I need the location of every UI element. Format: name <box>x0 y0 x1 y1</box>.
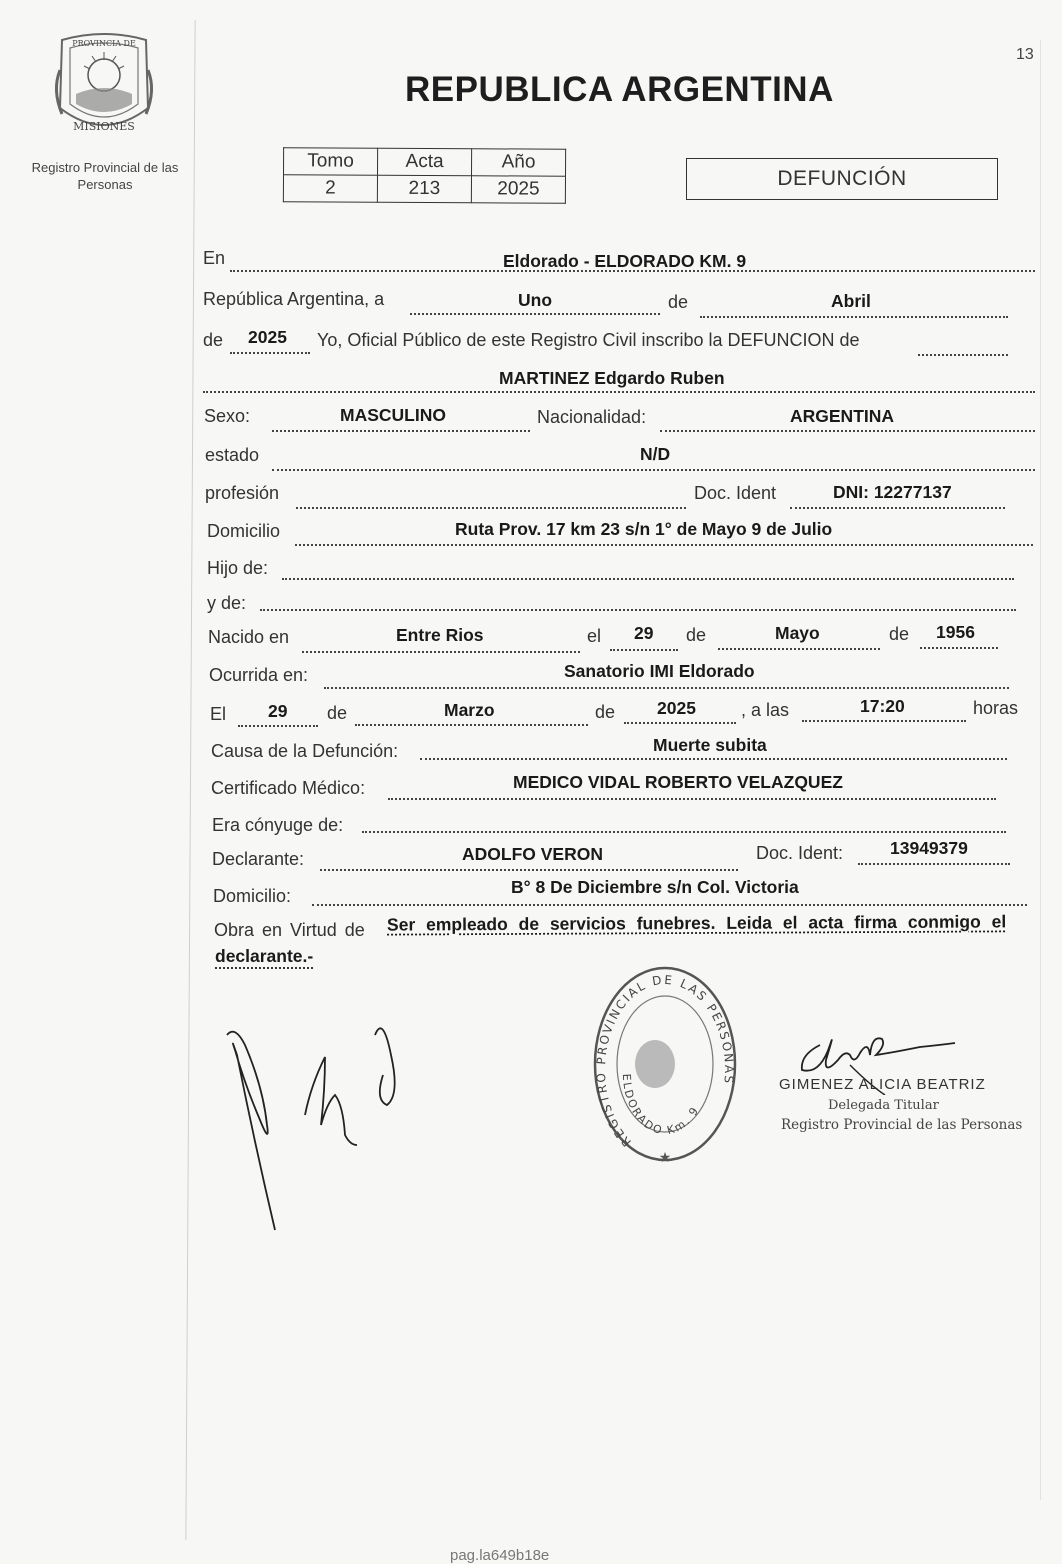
place-value: Eldorado - ELDORADO KM. 9 <box>503 251 747 271</box>
sexo-line <box>272 430 530 432</box>
deceased-name: MARTINEZ Edgardo Ruben <box>499 368 725 388</box>
doc-ident2-label: Doc. Ident: <box>756 843 844 863</box>
death-de-label: de <box>327 703 348 723</box>
birth-de2-label: de <box>889 624 910 644</box>
causa-label: Causa de la Defunción: <box>211 741 399 761</box>
hijo-line <box>282 578 1014 580</box>
death-day-line <box>238 725 318 727</box>
declarante-domicilio-line <box>312 904 1027 906</box>
death-month-value: Marzo <box>444 700 495 720</box>
misiones-coat-of-arms-seal <box>48 30 160 142</box>
hijo-label: Hijo de: <box>207 558 269 578</box>
birth-de-label: de <box>686 625 707 645</box>
yde-label: y de: <box>207 593 247 613</box>
ocurrida-line <box>324 687 1009 689</box>
doc-ident-label: Doc. Ident <box>694 483 777 503</box>
estado-label: estado <box>205 445 260 465</box>
birth-year-value: 1956 <box>936 622 975 642</box>
ocurrida-value: Sanatorio IMI Eldorado <box>564 661 755 681</box>
declarante-label: Declarante: <box>212 849 305 869</box>
declarant-signature <box>215 995 415 1235</box>
republica-label: República Argentina, a <box>203 289 385 309</box>
record-type-box: DEFUNCIÓN <box>686 158 998 200</box>
name-line <box>203 391 1035 393</box>
month-line <box>700 316 1008 318</box>
en-label: En <box>203 248 226 268</box>
domicilio-value: Ruta Prov. 17 km 23 s/n 1° de Mayo 9 de Julio <box>455 519 833 539</box>
domicilio2-label: Domicilio: <box>213 886 292 906</box>
death-time-value: 17:20 <box>860 696 905 716</box>
nacido-label: Nacido en <box>208 627 290 647</box>
declarante-doc-value: 13949379 <box>890 838 968 858</box>
month-value: Abril <box>831 291 871 311</box>
domicilio-line <box>295 544 1033 546</box>
domicilio-label: Domicilio <box>207 521 281 541</box>
declarante-line <box>320 869 738 871</box>
svg-text:★: ★ <box>658 1149 672 1165</box>
tomo-label: Tomo <box>284 148 378 175</box>
official-name: GIMENEZ ALICIA BEATRIZ <box>779 1076 986 1093</box>
estado-value: N/D <box>640 444 671 464</box>
nacionalidad-line <box>660 430 1035 432</box>
doc-ident-line <box>790 507 1005 509</box>
anio-label: Año <box>471 149 565 176</box>
stamp-inner-text: ELDORADO Km. 9 <box>619 1073 703 1138</box>
day-line <box>410 313 660 315</box>
official-registry: Registro Provincial de las Personas <box>781 1117 1023 1133</box>
conyuge-line <box>362 831 1006 833</box>
stamp-ring-text: REGISTRO PROVINCIAL DE LAS PERSONAS <box>593 972 737 1150</box>
yde-line <box>260 609 1016 611</box>
nacionalidad-label: Nacionalidad: <box>537 407 647 427</box>
causa-value: Muerte subita <box>653 735 767 755</box>
ocurrida-label: Ocurrida en: <box>209 665 309 685</box>
horas-label: horas <box>973 698 1019 718</box>
sexo-label: Sexo: <box>204 406 251 426</box>
official-role: Delegada Titular <box>828 1098 939 1113</box>
declarante-value: ADOLFO VERON <box>462 844 603 864</box>
causa-line <box>420 758 1007 760</box>
profesion-label: profesión <box>205 483 280 503</box>
right-margin-line <box>1040 40 1041 1500</box>
anio-value: 2025 <box>471 176 565 203</box>
birth-day-value: 29 <box>634 623 654 643</box>
footer-code: pag.la649b18e <box>450 1547 550 1564</box>
acta-value: 213 <box>377 175 471 202</box>
doc-ident-value: DNI: 12277137 <box>833 482 952 502</box>
margin-line <box>185 20 195 1540</box>
death-year-line <box>624 722 736 724</box>
sexo-value: MASCULINO <box>340 405 446 425</box>
profesion-line <box>296 507 686 509</box>
estado-line <box>272 469 1035 471</box>
certificado-value: MEDICO VIDAL ROBERTO VELAZQUEZ <box>513 772 843 792</box>
acta-label: Acta <box>378 148 472 175</box>
birth-place-value: Entre Rios <box>396 625 484 645</box>
alas-label: , a las <box>741 700 790 720</box>
death-de2-label: de <box>595 702 616 722</box>
birth-year-line <box>920 647 998 649</box>
seal-top-text: PROVINCIA DE <box>72 39 136 48</box>
death-time-line <box>802 720 966 722</box>
record-box <box>283 147 566 203</box>
obra-label: Obra en Virtud de <box>214 920 365 940</box>
birth-day-line <box>610 649 678 651</box>
de-year-label: de <box>203 330 224 350</box>
birth-month-value: Mayo <box>775 623 820 643</box>
year-line <box>230 352 310 354</box>
nacido-line <box>302 651 580 653</box>
certificado-label: Certificado Médico: <box>211 778 366 798</box>
death-year-value: 2025 <box>657 698 696 718</box>
death-day-value: 29 <box>268 701 288 721</box>
declarante-domicilio-value: B° 8 De Diciembre s/n Col. Victoria <box>511 877 799 897</box>
death-month-line <box>355 724 588 726</box>
el-label: el <box>587 626 602 646</box>
certificado-line <box>388 798 996 800</box>
registro-label: Registro Provincial de las Personas <box>31 160 179 192</box>
year-value: 2025 <box>248 327 287 347</box>
yo-line <box>918 354 1008 356</box>
birth-month-line <box>718 648 880 650</box>
nacionalidad-value: ARGENTINA <box>790 406 895 426</box>
tomo-value: 2 <box>283 175 377 202</box>
day-value: Uno <box>518 290 553 310</box>
page-title: REPUBLICA ARGENTINA <box>405 70 834 109</box>
page-number: 13 <box>1016 46 1034 63</box>
declarante-doc-line <box>858 863 1010 865</box>
obra-text-line2: declarante.- <box>215 946 314 966</box>
conyuge-label: Era cónyuge de: <box>212 815 344 835</box>
registry-stamp <box>583 964 743 1174</box>
yo-text: Yo, Oficial Público de este Registro Civil inscribo la DEFUNCION de <box>317 330 860 350</box>
obra-text-line1: Ser empleado de servicios funebres. Leida el acta firma conmigo el <box>386 911 1007 935</box>
de-label: de <box>668 292 689 312</box>
seal-bottom-text: MISIONES <box>73 120 135 133</box>
el2-label: El <box>210 704 227 724</box>
